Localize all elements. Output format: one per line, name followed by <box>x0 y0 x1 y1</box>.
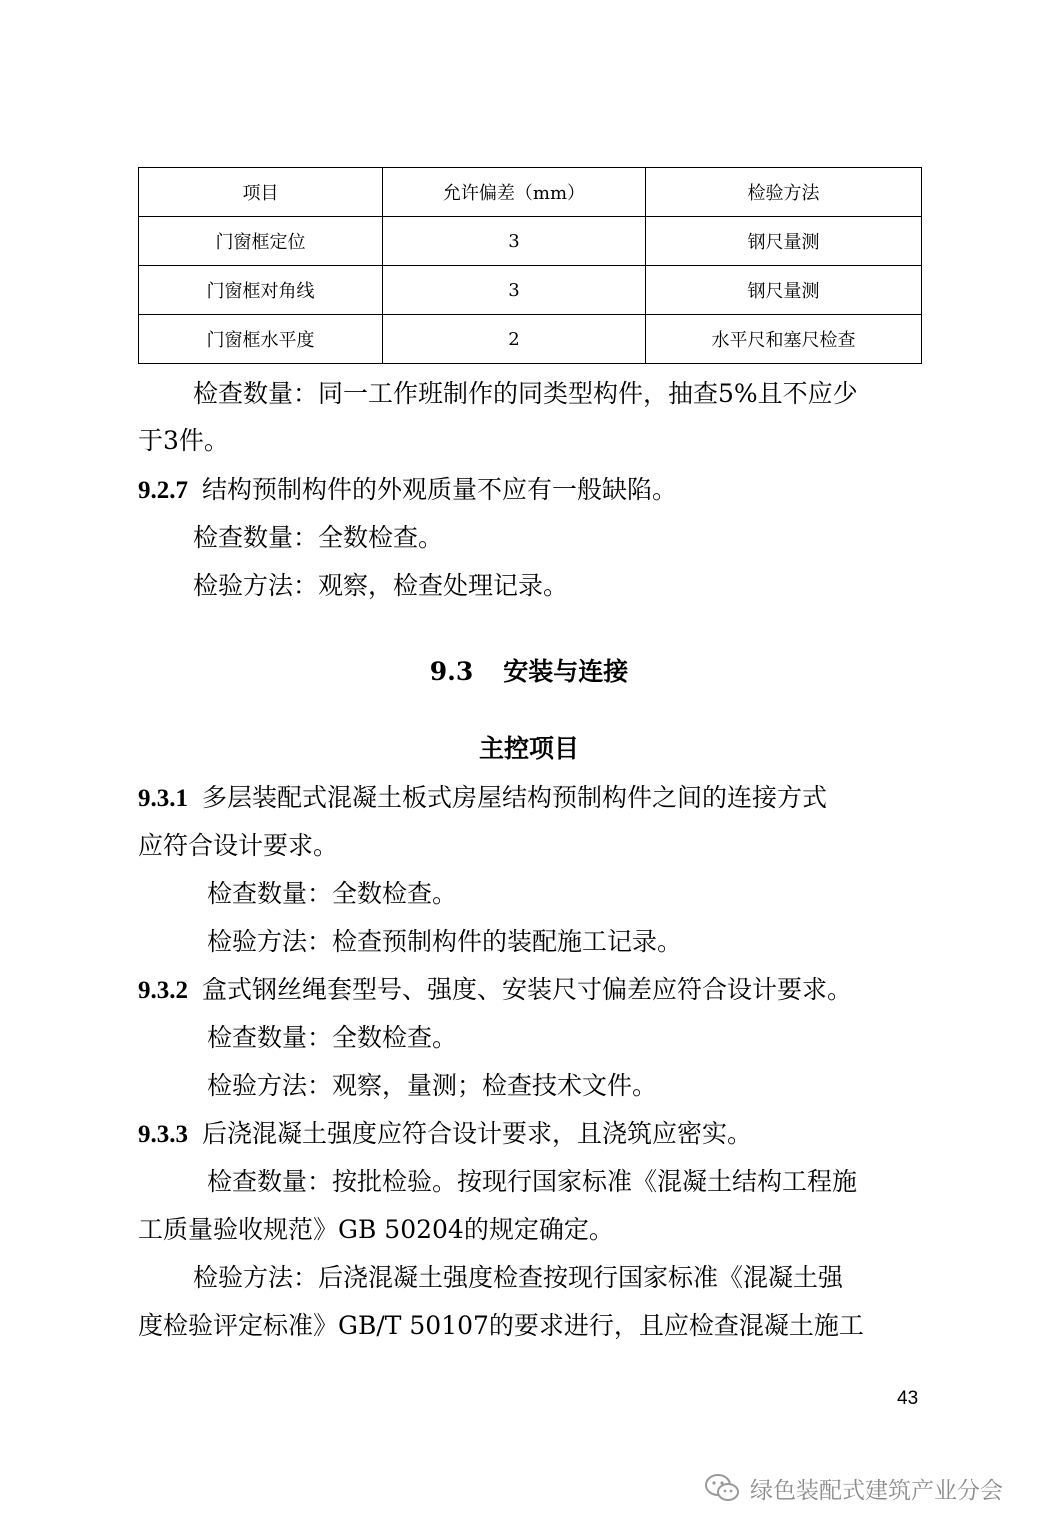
section-heading <box>0 655 1058 689</box>
clause-number: 9.3.1 <box>138 785 188 812</box>
inspection-qty-line: 检查数量：全数检查。 <box>207 1023 458 1052</box>
clause-text: 多层装配式混凝土板式房屋结构预制构件之间的连接方式 <box>202 783 828 812</box>
table-row <box>139 315 922 364</box>
watermark <box>704 1470 1003 1506</box>
table-header-cell: 检验方法 <box>646 168 922 217</box>
inspection-qty-line: 检查数量：全数检查。 <box>207 879 458 908</box>
table-cell: 门窗框定位 <box>139 217 383 266</box>
subsection-heading: 主控项目 <box>478 734 579 763</box>
inspection-method-line: 检验方法：检查预制构件的装配施工记录。 <box>207 927 683 956</box>
table-header-row <box>139 168 922 217</box>
table-cell: 钢尺量测 <box>646 217 922 266</box>
inspection-qty-line: 检查数量：同一工作班制作的同类型构件，抽查5%且不应少 <box>193 379 858 408</box>
watermark-text: 绿色装配式建筑产业分会 <box>750 1477 1003 1504</box>
table-cell: 门窗框水平度 <box>139 315 383 364</box>
page-number: 43 <box>897 1388 919 1409</box>
table-row <box>139 217 922 266</box>
table-row <box>139 266 922 315</box>
inspection-method-line: 度检验评定标准》GB/T 50107的要求进行，且应检查混凝土施工 <box>138 1311 864 1340</box>
clause-text: 结构预制构件的外观质量不应有一般缺陷。 <box>202 475 678 504</box>
inspection-method-line: 检验方法：观察，量测；检查技术文件。 <box>207 1071 658 1100</box>
inspection-method-line: 检验方法：后浇混凝土强度检查按现行国家标准《混凝土强 <box>193 1263 844 1292</box>
wechat-icon <box>704 1473 740 1503</box>
clause-9-3-1 <box>138 781 827 816</box>
tolerance-table <box>138 167 922 364</box>
clause-9-3-2 <box>138 973 852 1008</box>
inspection-qty-line: 工质量验收规范》GB 50204的规定确定。 <box>138 1215 614 1244</box>
clause-text-continued: 应符合设计要求。 <box>138 831 339 860</box>
inspection-method-line: 检验方法：观察，检查处理记录。 <box>193 571 569 600</box>
table-cell: 3 <box>383 266 646 315</box>
table-cell: 钢尺量测 <box>646 266 922 315</box>
clause-text: 后浇混凝土强度应符合设计要求，且浇筑应密实。 <box>202 1119 753 1148</box>
clause-text: 盒式钢丝绳套型号、强度、安装尺寸偏差应符合设计要求。 <box>202 975 853 1004</box>
clause-number: 9.3.3 <box>138 1121 188 1148</box>
section-title: 安装与连接 <box>503 657 629 686</box>
table-cell: 3 <box>383 217 646 266</box>
clause-9-2-7 <box>138 473 677 508</box>
clause-number: 9.3.2 <box>138 977 188 1004</box>
section-number: 9.3 <box>429 657 474 686</box>
table-cell: 2 <box>383 315 646 364</box>
inspection-qty-line: 检查数量：全数检查。 <box>193 523 444 552</box>
table-header-cell: 项目 <box>139 168 383 217</box>
table-cell: 门窗框对角线 <box>139 266 383 315</box>
inspection-qty-line: 检查数量：按批检验。按现行国家标准《混凝土结构工程施 <box>207 1167 858 1196</box>
table-header-cell: 允许偏差（mm） <box>383 168 646 217</box>
table-cell: 水平尺和塞尺检查 <box>646 315 922 364</box>
clause-9-3-3 <box>138 1117 752 1152</box>
inspection-qty-line: 于3件。 <box>138 426 229 455</box>
clause-number: 9.2.7 <box>138 477 188 504</box>
